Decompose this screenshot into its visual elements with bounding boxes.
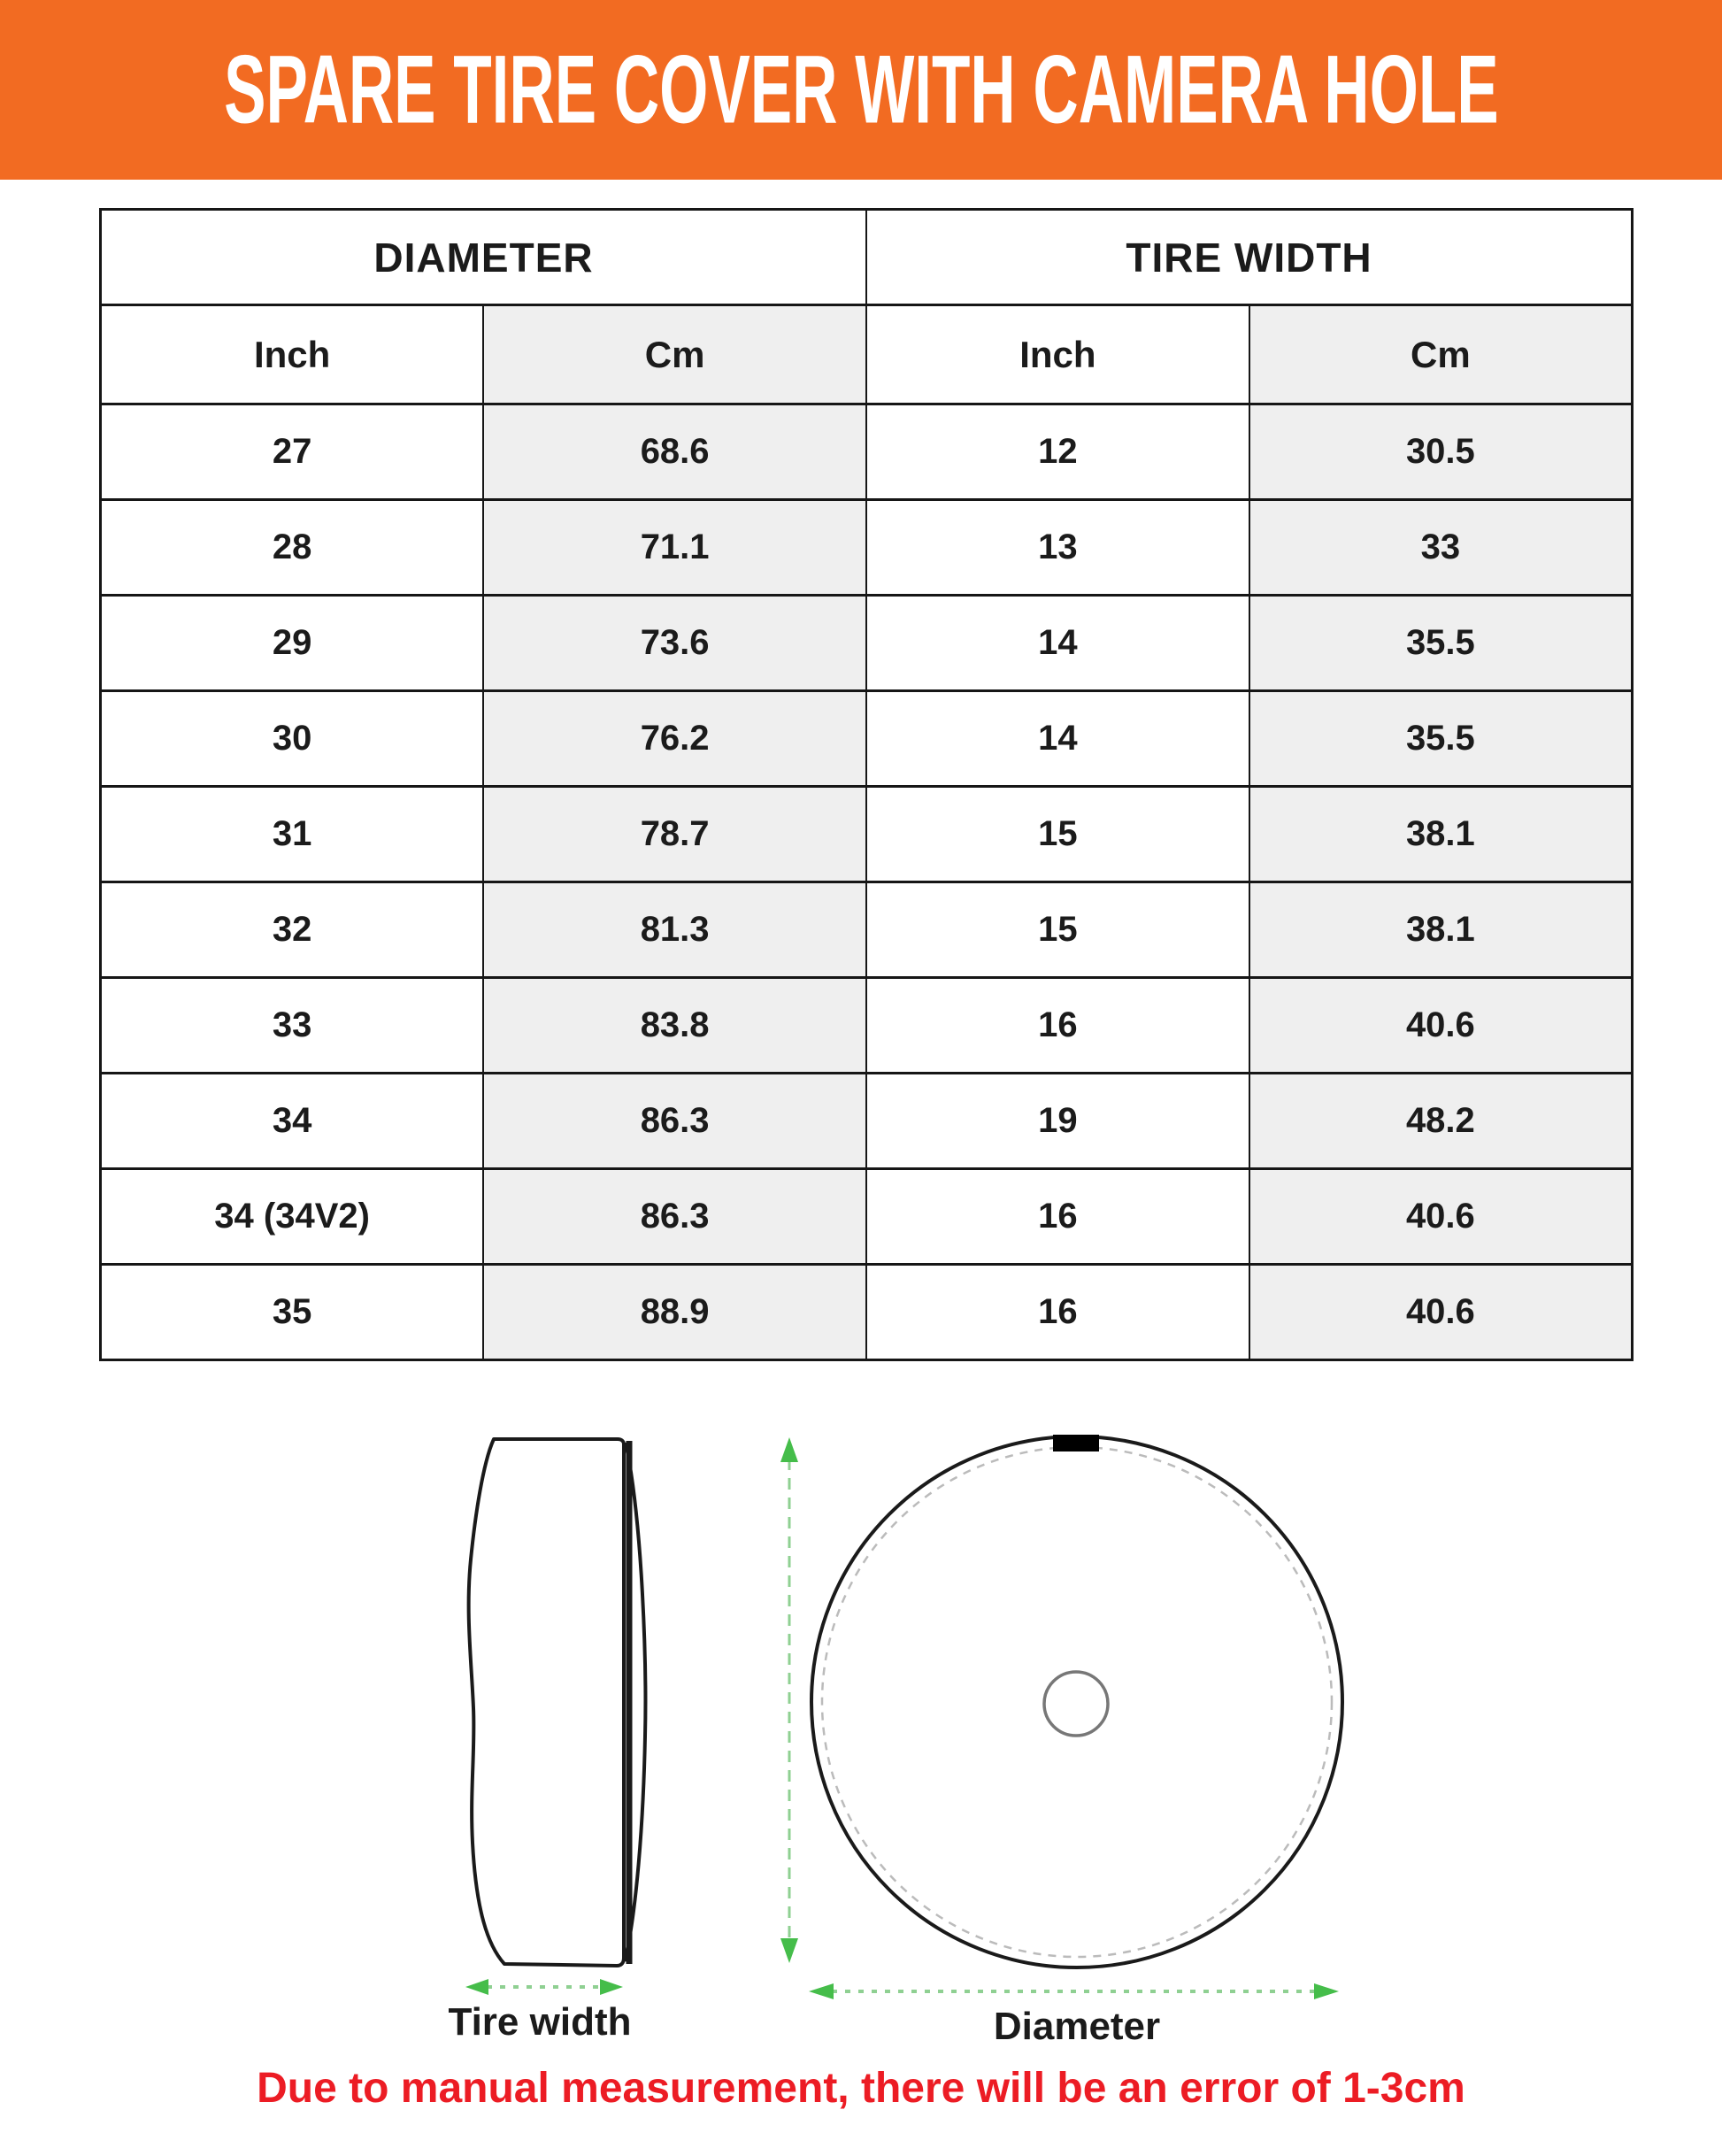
diameter-cm-cell: 78.7: [483, 787, 866, 882]
width-cm-cell: 40.6: [1249, 978, 1633, 1074]
diameter-inch-header: Inch: [101, 305, 484, 404]
width-cm-cell: 30.5: [1249, 404, 1633, 500]
diameter-inch-cell: 32: [101, 882, 484, 978]
measurement-note: Due to manual measurement, there will be an error of 1-3cm: [257, 2065, 1465, 2112]
tire-width-arrow: [465, 1979, 623, 1995]
diameter-arrow: [809, 1983, 1339, 1999]
width-inch-cell: 12: [866, 404, 1249, 500]
diameter-cm-cell: 81.3: [483, 882, 866, 978]
diameter-cm-cell: 76.2: [483, 691, 866, 787]
page-title: SPARE TIRE COVER WITH CAMERA HOLE: [223, 35, 1499, 143]
width-inch-cell: 13: [866, 500, 1249, 596]
width-cm-cell: 33: [1249, 500, 1633, 596]
diameter-group-header: DIAMETER: [101, 210, 867, 305]
table-row: [101, 691, 1633, 787]
width-inch-cell: 14: [866, 691, 1249, 787]
diameter-cm-header: Cm: [483, 305, 866, 404]
diameter-inch-cell: 28: [101, 500, 484, 596]
diameter-cm-cell: 68.6: [483, 404, 866, 500]
width-inch-cell: 14: [866, 596, 1249, 691]
diameter-cm-cell: 83.8: [483, 978, 866, 1074]
diameter-cm-cell: 86.3: [483, 1169, 866, 1265]
width-inch-cell: 15: [866, 882, 1249, 978]
width-inch-cell: 16: [866, 1169, 1249, 1265]
diameter-inch-cell: 34 (34V2): [101, 1169, 484, 1265]
camera-hole-marker: [1053, 1435, 1099, 1451]
diameter-inch-cell: 33: [101, 978, 484, 1074]
group-header-row: [101, 210, 1633, 305]
diameter-inch-cell: 30: [101, 691, 484, 787]
diameter-inch-cell: 27: [101, 404, 484, 500]
tire-side-outline: [469, 1439, 624, 1966]
width-cm-cell: 38.1: [1249, 882, 1633, 978]
tire-side-view: [469, 1439, 646, 1966]
tire-front-view: [811, 1435, 1342, 1967]
width-cm-cell: 40.6: [1249, 1265, 1633, 1360]
width-cm-cell: 38.1: [1249, 787, 1633, 882]
table-row: [101, 1169, 1633, 1265]
diameter-cm-cell: 86.3: [483, 1074, 866, 1169]
diameter-label: Diameter: [993, 2005, 1161, 2044]
diameter-cm-cell: 88.9: [483, 1265, 866, 1360]
diameter-inch-cell: 34: [101, 1074, 484, 1169]
hub-hole: [1044, 1672, 1108, 1736]
tire-width-label: Tire width: [448, 2000, 632, 2044]
size-chart-body: [101, 404, 1633, 1360]
size-chart-table: [99, 208, 1634, 1361]
width-cm-cell: 35.5: [1249, 691, 1633, 787]
table-row: [101, 882, 1633, 978]
table-row: [101, 404, 1633, 500]
width-cm-cell: 35.5: [1249, 596, 1633, 691]
table-row: [101, 1074, 1633, 1169]
diameter-inch-cell: 29: [101, 596, 484, 691]
table-row: [101, 787, 1633, 882]
unit-header-row: [101, 305, 1633, 404]
table-row: [101, 978, 1633, 1074]
width-inch-cell: 16: [866, 978, 1249, 1074]
width-cm-header: Cm: [1249, 305, 1633, 404]
width-cm-cell: 48.2: [1249, 1074, 1633, 1169]
title-banner: [0, 0, 1722, 180]
vertical-diameter-arrow: [780, 1437, 798, 1963]
tire-width-group-header: TIRE WIDTH: [866, 210, 1633, 305]
diameter-inch-cell: 35: [101, 1265, 484, 1360]
diameter-cm-cell: 73.6: [483, 596, 866, 691]
table-row: [101, 596, 1633, 691]
width-cm-cell: 40.6: [1249, 1169, 1633, 1265]
tire-diagram: [398, 1416, 1434, 2044]
table-row: [101, 500, 1633, 596]
width-inch-header: Inch: [866, 305, 1249, 404]
diameter-inch-cell: 31: [101, 787, 484, 882]
width-inch-cell: 16: [866, 1265, 1249, 1360]
diameter-cm-cell: 71.1: [483, 500, 866, 596]
table-row: [101, 1265, 1633, 1360]
width-inch-cell: 19: [866, 1074, 1249, 1169]
width-inch-cell: 15: [866, 787, 1249, 882]
